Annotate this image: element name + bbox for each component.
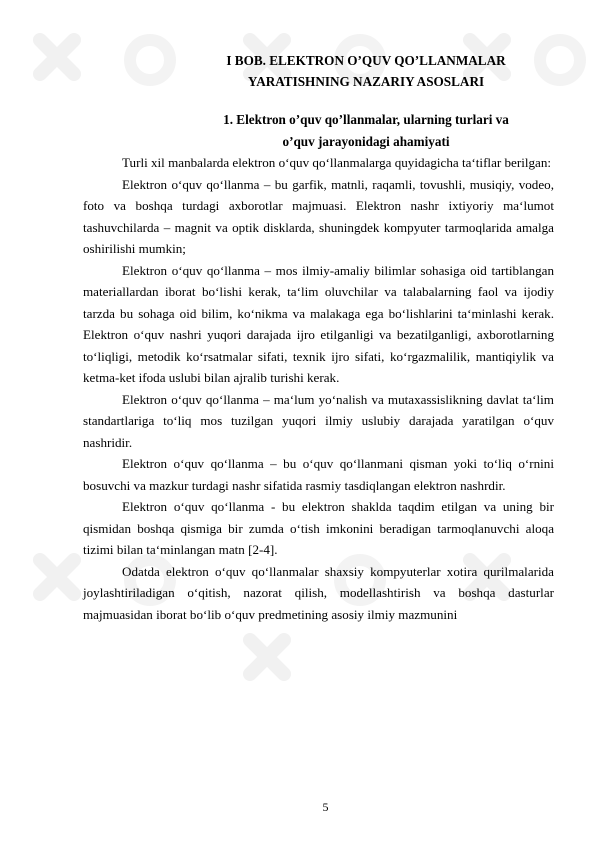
page-number: 5 (322, 800, 329, 814)
section-title-line-1: 1. Elektron o’quv qo’llanmalar, ularning turlari va (223, 112, 509, 127)
paragraph: Elektron o‘quv qo‘llanma – bu garfik, matnli, raqamli, tovushli, musiqiy, vodeo, foto va boshqa turdagi axborotlar majmuasi. Elektron nashr ixtiyoriy ma‘lumot tashuvchilarda – magnit va optik disklarda, shuningdek kompyuter tarmoqlarida amalga oshirilishi mumkin; (83, 176, 554, 256)
paragraph: Odatda elektron o‘quv qo‘llanmalar shaxsiy kompyuterlar xotira qurilmalarida joylashtiriladigan o‘qitish, nazorat qilish, modellashtirish va boshqa dasturlar majmuasidan iborat bo‘lib o‘quv predmetining asosiy ilmiy mazmunini (83, 563, 554, 622)
section-title (116, 109, 554, 152)
paragraph: Elektron o‘quv qo‘llanma – mos ilmiy-amaliy bilimlar sohasiga oid tartiblangan materiallardan iborat bo‘lishi kerak, ta‘lim oluvchilar va talabalarning faol va ijodiy tarzda bu sohaga oid bilim, ko‘nikma va malakaga ega bo‘lishlarini ta‘minlashi kerak. Elektron o‘quv nashri yuqori darajada ijro etilganligi va bezatilganligi, axborotlarning to‘liqligi, metodik ko‘rsatmalar sifati, texnik ijro sifati, ko‘rgazmalilik, mantiqiylik va ketma-ket ifoda uslubi bilan ajralib turishi kerak. (83, 262, 554, 385)
paragraph: Elektron o‘quv qo‘llanma – bu o‘quv qo‘llanmani qisman yoki to‘liq o‘rnini bosuvchi va mazkur turdagi nashr sifatida rasmiy tasdiqlangan elektron nashrdir. (83, 456, 554, 493)
paragraph: Turli xil manbalarda elektron o‘quv qo‘llanmalarga quyidagicha ta‘tiflar berilgan: (122, 155, 552, 170)
chapter-title-line-2: YARATISHNING NAZARIY ASOSLARI (247, 74, 485, 89)
paragraph: Elektron o‘quv qo‘llanma – ma‘lum yo‘nalish va mutaxassislikning davlat ta‘lim standartlariga to‘liq mos tuzilgan yuqori ilmiy uslubiy darajada yaratilgan o‘quv nashridir. (83, 391, 554, 450)
body-text (83, 152, 554, 625)
section-title-line-2: o’quv jarayonidagi ahamiyati (282, 133, 450, 149)
document-page (83, 50, 554, 625)
paragraph: Elektron o‘quv qo‘llanma - bu elektron shaklda taqdim etilgan va uning bir qismidan boshqa qismiga bir zumda o‘tish imkonini beradigan tarmoqlanuvchi aloqa tizimi bilan ta‘minlangan matn [2-4]. (83, 499, 554, 557)
chapter-title (116, 50, 554, 92)
chapter-title-line-1: I BOB. ELEKTRON O’QUV QO’LLANMALAR (226, 53, 506, 68)
